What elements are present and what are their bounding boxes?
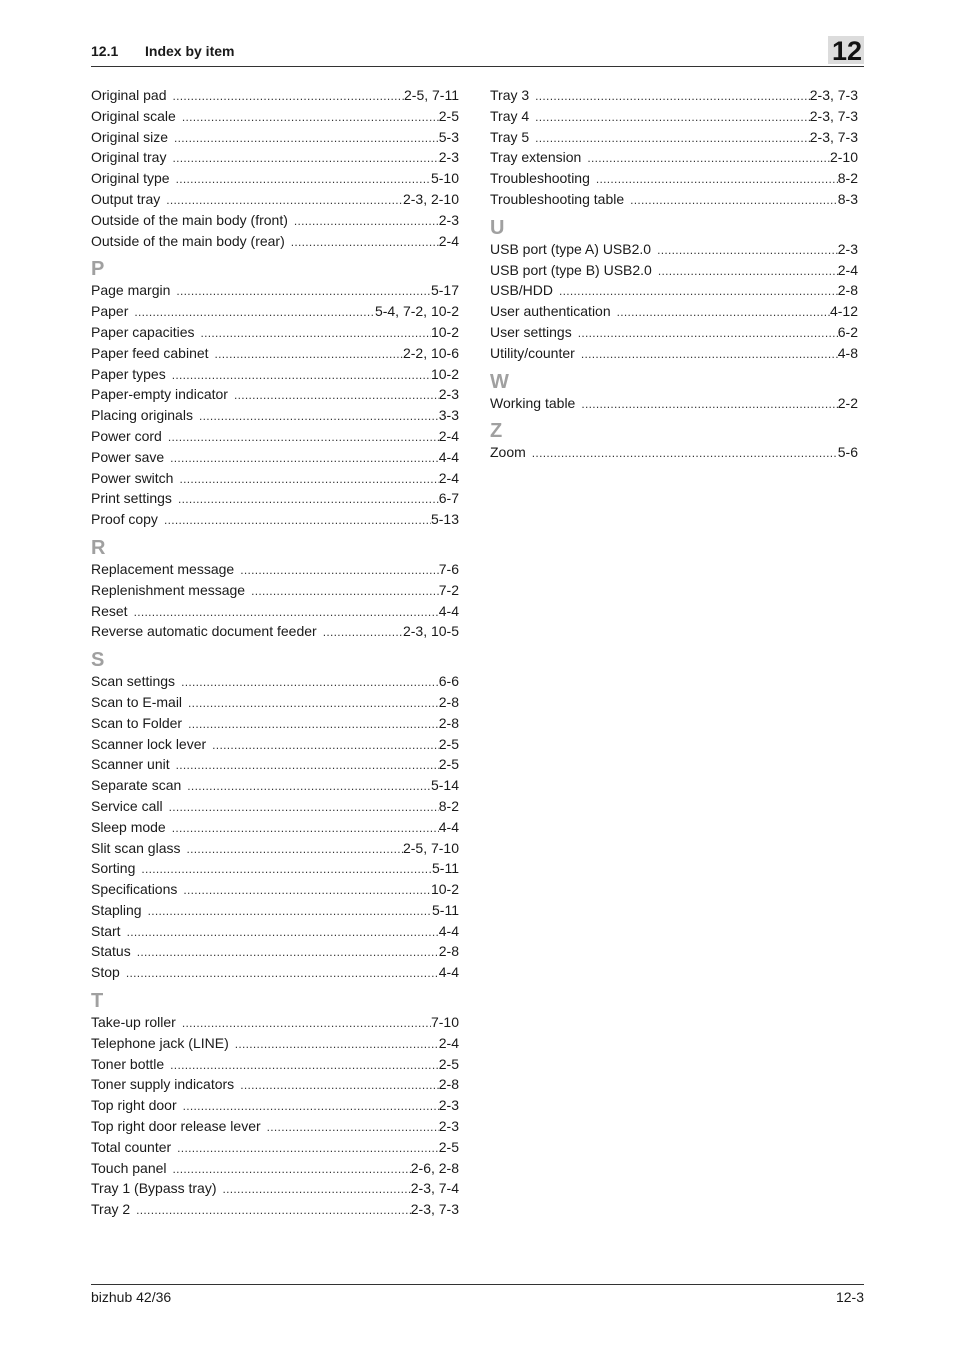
index-page-ref: 7-10 [430,1014,459,1031]
dot-leader [532,443,838,464]
dot-leader [174,128,439,149]
index-entry [91,189,459,210]
dot-leader [166,190,403,211]
dot-leader [240,1075,439,1096]
index-page-ref: 2-5, 7-11 [404,87,459,103]
dot-leader [177,1138,439,1159]
dot-leader [136,1200,411,1221]
index-term: Replenishment message [91,581,246,598]
index-page-ref: 2-3, 7-3 [410,1201,459,1218]
index-page-ref: 2-8 [837,282,858,299]
index-entry [91,713,459,734]
index-column-right [490,85,858,463]
index-page-ref: 4-4 [438,602,459,619]
dot-leader [186,839,402,860]
index-term: User authentication [490,303,611,320]
index-page-ref: 8-3 [837,190,858,207]
index-term: Page margin [91,282,171,299]
page-header [91,38,864,67]
index-page-ref: 5-10 [430,170,459,187]
index-entry [91,734,459,755]
index-page-ref: 2-3, 7-3 [809,87,858,103]
index-page-ref: 5-3 [438,128,459,145]
index-term: Tray 3 [490,87,530,103]
index-entry [91,106,459,127]
index-page-ref: 5-13 [430,511,459,528]
index-page-ref: 7-6 [438,560,459,577]
index-page-ref: 2-3, 10-5 [402,623,459,640]
index-page-ref: 4-4 [438,448,459,465]
index-page-ref: 2-8 [438,943,459,960]
dot-leader [141,859,432,880]
index-entry [91,559,459,580]
dot-leader [535,128,810,149]
index-term: Specifications [91,881,178,898]
index-page-ref: 6-7 [438,490,459,507]
index-term: Total counter [91,1138,172,1155]
index-term: Service call [91,797,163,814]
dot-leader [176,169,431,190]
index-page-ref: 10-2 [430,881,459,898]
index-entry [490,260,858,281]
dot-leader [596,169,838,190]
index-term: Tray 4 [490,107,530,124]
index-page-ref: 2-3 [438,149,459,166]
index-entry [91,580,459,601]
index-term: Take-up roller [91,1014,176,1031]
dot-leader [630,190,838,211]
index-page-ref: 2-8 [438,693,459,710]
index-page-ref: 2-3 [438,211,459,228]
index-term: Status [91,943,131,960]
dot-leader [183,880,431,901]
index-entry [91,1054,459,1075]
index-entry [91,210,459,231]
index-term: Tray 2 [91,1201,131,1218]
index-entry [91,1012,459,1033]
dot-leader [658,261,838,282]
index-term: Scan to E-mail [91,693,183,710]
index-term: Separate scan [91,777,182,794]
index-term: Stop [91,964,120,981]
dot-leader [182,1013,431,1034]
chapter-tab [828,36,864,64]
index-entry [91,601,459,622]
index-letter-heading: W [490,370,509,393]
dot-leader [234,385,439,406]
index-term: Utility/counter [490,344,575,361]
index-term: Paper capacities [91,323,195,340]
index-term: Outside of the main body (rear) [91,232,285,249]
index-page-ref: 2-3, 7-3 [809,128,858,145]
index-page-ref: 2-3, 2-10 [402,190,459,207]
index-term: Paper feed cabinet [91,344,209,361]
index-page-ref: 2-4 [438,427,459,444]
index-entry [490,147,858,168]
index-term: Original size [91,128,169,145]
dot-leader [168,427,439,448]
page-number: 12-3 [835,1289,864,1305]
dot-leader [267,1117,439,1138]
index-term: User settings [490,323,572,340]
dot-leader [657,240,838,261]
index-page-ref: 4-4 [438,964,459,981]
dot-leader [182,107,439,128]
index-entry [490,322,858,343]
index-page-ref: 5-14 [430,777,459,794]
index-term: Tray 5 [490,128,530,145]
index-entry [91,147,459,168]
dot-leader [137,942,439,963]
dot-leader [178,489,439,510]
index-term: Top right door release lever [91,1118,261,1135]
index-letter-heading: P [91,258,105,281]
index-page-ref: 2-5 [438,1055,459,1072]
index-page-ref: 6-2 [837,323,858,340]
index-page-ref: 2-5 [438,1138,459,1155]
index-page-ref: 2-3 [438,386,459,403]
index-entry [91,1199,459,1220]
index-term: Sorting [91,860,136,877]
index-term: Troubleshooting table [490,190,625,207]
dot-leader [179,469,438,490]
index-page-ref: 2-3, 7-4 [410,1180,459,1197]
index-entry [490,280,858,301]
dot-leader [559,281,838,302]
index-term: Tray extension [490,149,582,166]
index-entry [91,879,459,900]
index-entry [490,301,858,322]
index-page-ref: 2-5 [438,756,459,773]
index-entry [91,817,459,838]
index-page-ref: 2-5, 7-10 [402,839,459,856]
index-entry [91,838,459,859]
index-page-ref: 8-2 [837,170,858,187]
dot-leader [212,735,439,756]
index-term: USB port (type B) USB2.0 [490,261,652,278]
index-term: Reset [91,602,128,619]
index-term: Zoom [490,444,526,461]
index-term: Slit scan glass [91,839,181,856]
dot-leader [323,622,403,643]
index-entry [91,1074,459,1095]
index-entry [91,1137,459,1158]
index-term: Placing originals [91,407,193,424]
index-letter-heading: R [91,536,106,559]
dot-leader [170,1055,439,1076]
index-entry [91,322,459,343]
index-entry [91,468,459,489]
index-term: USB port (type A) USB2.0 [490,240,652,257]
dot-leader [223,1179,411,1200]
dot-leader [581,394,837,415]
index-term: Telephone jack (LINE) [91,1034,229,1051]
dot-leader [169,797,439,818]
dot-leader [294,211,439,232]
dot-leader [617,302,830,323]
dot-leader [188,714,439,735]
index-page-ref: 3-3 [438,407,459,424]
index-page-ref: 2-3, 7-3 [809,107,858,124]
index-letter-heading: U [490,216,505,239]
dot-leader [235,1034,439,1055]
index-entry [490,189,858,210]
dot-leader [173,1159,411,1180]
index-page-ref: 2-5 [438,735,459,752]
index-term: Outside of the main body (front) [91,211,288,228]
chapter-number: 12 [831,36,862,66]
index-entry [91,941,459,962]
index-term: Scan to Folder [91,714,183,731]
index-entry [91,962,459,983]
index-term: Top right door [91,1097,177,1114]
index-column-left [91,85,459,1220]
index-term: Scanner lock lever [91,735,207,752]
section-title: Index by item [145,43,235,59]
index-page-ref: 10-2 [430,323,459,340]
dot-leader [164,510,431,531]
dot-leader [578,323,838,344]
index-letter-heading: Z [490,420,503,443]
index-term: Replacement message [91,560,235,577]
index-entry [91,692,459,713]
index-term: Scan settings [91,673,176,690]
index-page-ref: 2-3 [438,1097,459,1114]
index-term: Proof copy [91,511,158,528]
index-page-ref: 4-12 [829,303,858,320]
index-entry [91,775,459,796]
index-page-ref: 5-4, 7-2, 10-2 [374,303,459,320]
index-entry [91,1116,459,1137]
dot-leader [587,148,830,169]
dot-leader [187,776,431,797]
dot-leader [176,755,439,776]
dot-leader [172,148,438,169]
index-entry [91,447,459,468]
dot-leader [148,901,432,922]
index-term: Original scale [91,107,176,124]
index-term: Print settings [91,490,172,507]
index-entry [490,106,858,127]
dot-leader [181,672,439,693]
index-page-ref: 10-2 [430,365,459,382]
index-term: Start [91,922,121,939]
dot-leader [215,344,403,365]
index-entry [91,85,459,106]
dot-leader [173,86,405,107]
dot-leader [535,107,810,128]
index-entry [91,488,459,509]
index-entry [91,343,459,364]
dot-leader [134,302,375,323]
index-term: Power cord [91,427,162,444]
dot-leader [134,602,439,623]
index-term: Power switch [91,469,174,486]
index-term: Scanner unit [91,756,170,773]
index-entry [91,168,459,189]
index-entry [91,301,459,322]
index-page-ref: 4-8 [837,344,858,361]
dot-leader [170,448,439,469]
index-entry [91,280,459,301]
dot-leader [581,344,838,365]
index-term: Paper [91,303,129,320]
index-entry [91,1158,459,1179]
index-entry [91,127,459,148]
index-page-ref: 2-2 [837,394,858,411]
dot-leader [127,922,439,943]
index-term: Original type [91,170,170,187]
index-page-ref: 2-4 [438,232,459,249]
product-name: bizhub 42/36 [91,1289,172,1305]
index-page-ref: 5-11 [432,860,459,877]
index-page-ref: 2-6, 2-8 [410,1159,459,1176]
index-page-ref: 2-3 [438,1118,459,1135]
index-entry [91,405,459,426]
index-entry [91,231,459,252]
index-entry [91,384,459,405]
index-page-ref: 2-3 [837,240,858,257]
dot-leader [251,581,439,602]
dot-leader [172,818,439,839]
dot-leader [240,560,439,581]
dot-leader [201,323,431,344]
index-term: Tray 1 (Bypass tray) [91,1180,217,1197]
index-term: Sleep mode [91,818,166,835]
index-page-ref: 2-4 [438,469,459,486]
dot-leader [535,86,810,107]
index-entry [91,1095,459,1116]
dot-leader [183,1096,439,1117]
index-page-ref: 2-5 [438,107,459,124]
index-page-ref: 6-6 [438,673,459,690]
index-term: Toner bottle [91,1055,165,1072]
dot-leader [172,365,431,386]
index-term: USB/HDD [490,282,554,299]
index-term: Original tray [91,149,167,166]
index-page-ref: 2-8 [438,714,459,731]
index-page-ref: 2-4 [438,1034,459,1051]
index-page-ref: 5-11 [432,901,459,918]
index-letter-heading: S [91,649,105,672]
index-page-ref: 5-17 [430,282,459,299]
dot-leader [126,963,439,984]
index-term: Toner supply indicators [91,1076,235,1093]
index-entry [91,921,459,942]
index-page-ref: 4-4 [438,818,459,835]
index-page-ref: 8-2 [438,797,459,814]
dot-leader [188,693,439,714]
index-page-ref: 2-10 [829,149,858,166]
index-term: Touch panel [91,1159,167,1176]
index-page-ref: 5-6 [837,444,858,461]
index-entry [91,621,459,642]
index-entry [91,671,459,692]
index-entry [91,1178,459,1199]
dot-leader [199,406,439,427]
index-entry [91,364,459,385]
index-term: Reverse automatic document feeder [91,623,317,640]
section-number: 12.1 [91,43,119,59]
index-entry [490,393,858,414]
index-page-ref: 4-4 [438,922,459,939]
index-term: Paper-empty indicator [91,386,228,403]
index-page-ref: 2-2, 10-6 [402,344,459,361]
index-entry [490,85,858,106]
index-term: Working table [490,394,576,411]
index-term: Troubleshooting [490,170,590,187]
index-entry [490,442,858,463]
index-entry [91,900,459,921]
index-page-ref: 7-2 [438,581,459,598]
index-letter-heading: T [91,990,104,1013]
index-entry [91,1033,459,1054]
index-entry [490,343,858,364]
index-entry [91,858,459,879]
index-page-ref: 2-8 [438,1076,459,1093]
index-term: Output tray [91,190,161,207]
index-entry [490,239,858,260]
index-entry [91,796,459,817]
index-entry [91,426,459,447]
index-page-ref: 2-4 [837,261,858,278]
dot-leader [291,232,439,253]
dot-leader [176,281,431,302]
index-term: Original pad [91,87,167,103]
index-entry [91,509,459,530]
index-entry [490,168,858,189]
index-entry [490,127,858,148]
index-term: Paper types [91,365,166,382]
index-term: Power save [91,448,165,465]
index-entry [91,754,459,775]
index-term: Stapling [91,901,142,918]
page-footer [91,1284,864,1309]
